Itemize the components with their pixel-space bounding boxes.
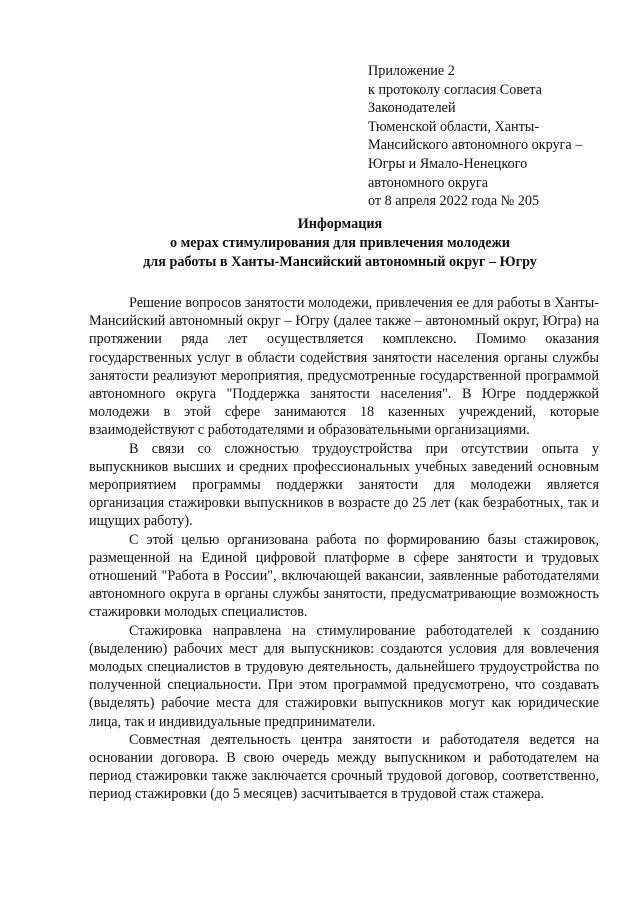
appendix-line: Приложение 2 <box>368 63 455 79</box>
body-paragraph: Совместная деятельность центра занятости и работодателя ведется на основании договора. В свою очередь между выпускником и работодателем на период стажировки также заключается срочный трудовой договор, соответственно, период стажировки (до 5 месяцев) засчитывается в трудовой стаж стажера. <box>89 731 599 803</box>
body-paragraph: Решение вопросов занятости молодежи, привлечения ее для работы в Ханты-Мансийский автономный округ – Югру (далее также – автономный округ, Югра) на протяжении ряда лет осуществляется комплексно. Помимо оказания государственных услуг в области содействия занятости населения органы службы занятости реализуют мероприятия, предусмотренные государственной программой автономного округа "Поддержка занятости населения". В Югре поддержкой молодежи в этой сфере занимаются 18 казенных учреждений, которые взаимодействуют с работодателями и образовательными организациями. <box>89 295 599 439</box>
appendix-line: Тюменской области, Ханты- <box>368 118 540 135</box>
appendix-header <box>368 62 608 211</box>
appendix-line: Мансийского автономного округа – <box>368 137 583 154</box>
appendix-line: Законодателей <box>368 100 456 117</box>
appendix-line: Югры и Ямало-Ненецкого <box>368 155 528 172</box>
document-body <box>89 294 599 804</box>
title-line: о мерах стимулирования для привлечения молодежи <box>170 235 510 251</box>
document-title <box>80 215 600 272</box>
body-paragraph: В связи со сложностью трудоустройства при отсутствии опыта у выпускников высших и средних профессиональных учебных заведений основным мероприятием программы поддержки занятости для молодежи является организация стажировки выпускников в возрасте до 25 лет (как безработных, так и ищущих работу). <box>89 440 599 530</box>
title-line: Информация <box>297 216 383 232</box>
title-line: для работы в Ханты-Мансийский автономный округ – Югру <box>143 254 537 270</box>
body-paragraph: С этой целью организована работа по формированию базы стажировок, размещенной на Единой цифровой платформе в сфере занятости и трудовых отношений "Работа в России", включающей вакансии, заявленные работодателями автономного округа в органы службы занятости, предусматривающие возможность стажировки молодых специалистов. <box>89 531 599 621</box>
appendix-line: автономного округа <box>368 174 489 191</box>
body-paragraph: Стажировка направлена на стимулирование работодателей к созданию (выделению) рабочих мест для выпускников: создаются условия для вовлечения молодых специалистов в трудовую деятельность, дальнейшего трудоустройства по полученной специальности. При этом программой предусмотрено, что создавать (выделять) рабочие места для стажировки выпускников могут как юридические лица, так и индивидуальные предприниматели. <box>89 622 599 730</box>
appendix-line: к протоколу согласия Совета <box>368 81 542 98</box>
appendix-line: от 8 апреля 2022 года № 205 <box>368 193 540 210</box>
